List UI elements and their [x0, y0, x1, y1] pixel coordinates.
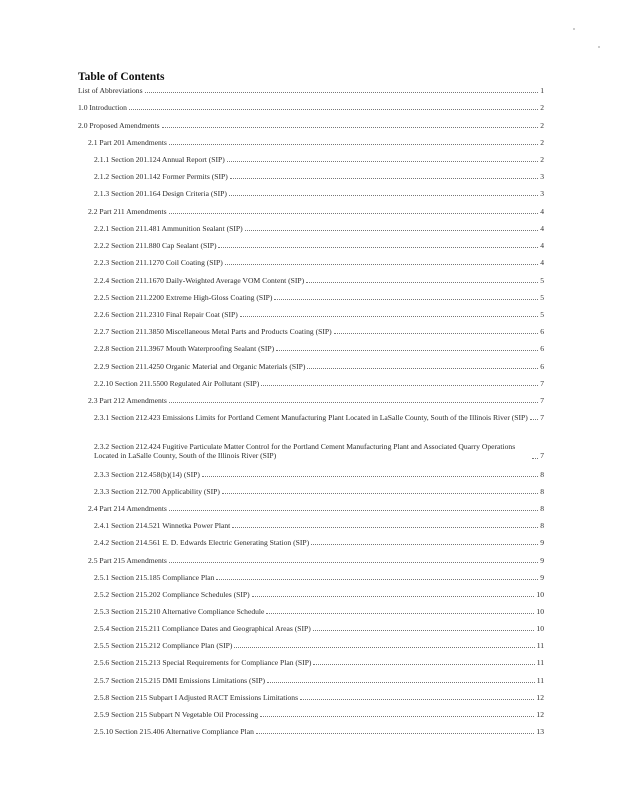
toc-page-number: 1 — [540, 86, 544, 95]
toc-entry[interactable] — [78, 121, 544, 130]
toc-page-number: 6 — [540, 362, 544, 371]
toc-entry-label: 2.2.2 Section 211.880 Cap Sealant (SIP) — [94, 241, 217, 250]
toc-page-number: 8 — [540, 487, 544, 496]
toc-entry[interactable] — [94, 442, 544, 461]
leader-dots — [218, 247, 538, 248]
toc-page-number: 9 — [540, 573, 544, 582]
leader-dots — [313, 664, 534, 665]
toc-entry-label: 2.4.2 Section 214.561 E. D. Edwards Electric Generating Station (SIP) — [94, 538, 310, 547]
leader-dots — [129, 109, 538, 110]
toc-entry-label: 2.3.3 Section 212.700 Applicability (SIP) — [94, 487, 220, 496]
toc-page-number: 4 — [540, 258, 544, 267]
toc-page-number: 2 — [540, 121, 544, 130]
toc-entry[interactable] — [94, 327, 544, 336]
toc-entry-label: 2.2.6 Section 211.2310 Final Repair Coat (SIP) — [94, 310, 238, 319]
toc-page-number: 10 — [536, 607, 544, 616]
toc-page-number: 4 — [540, 224, 544, 233]
toc-page-number: 4 — [540, 207, 544, 216]
toc-page-number: 2 — [540, 155, 544, 164]
scan-speck — [598, 46, 600, 48]
toc-entry[interactable] — [88, 207, 544, 216]
toc-entry-label: 2.2.1 Section 211.481 Ammunition Sealant (SIP) — [94, 224, 243, 233]
toc-page-number: 6 — [540, 344, 544, 353]
toc-page-number: 11 — [536, 641, 544, 650]
toc-page-number: 10 — [536, 624, 544, 633]
toc-entry-label: 2.2.7 Section 211.3850 Miscellaneous Metal Parts and Products Coating (SIP) — [94, 327, 332, 336]
leader-dots — [252, 596, 535, 597]
leader-dots — [311, 544, 538, 545]
toc-page-number: 12 — [536, 710, 544, 719]
toc-page-number: 7 — [540, 396, 544, 405]
toc-page-number: 6 — [540, 327, 544, 336]
leader-dots — [274, 299, 538, 300]
toc-entry[interactable] — [94, 293, 544, 302]
leader-dots — [162, 127, 539, 128]
toc-entry-label: 2.5.4 Section 215.211 Compliance Dates and Geographical Areas (SIP) — [94, 624, 311, 633]
toc-entry-label: 2.2 Part 211 Amendments — [88, 207, 167, 216]
leader-dots — [306, 282, 538, 283]
leader-dots — [229, 195, 538, 196]
toc-entry[interactable] — [94, 276, 544, 285]
toc-entry[interactable] — [94, 241, 544, 250]
toc-entry-label: 2.2.4 Section 211.1670 Daily-Weighted Average VOM Content (SIP) — [94, 276, 305, 285]
leader-dots — [530, 419, 538, 420]
toc-entry-label: 2.2.8 Section 211.3967 Mouth Waterproofing Sealant (SIP) — [94, 344, 275, 353]
toc-page-number: 11 — [536, 658, 544, 667]
toc-entry[interactable] — [88, 138, 544, 147]
toc-page-number: 8 — [540, 521, 544, 530]
leader-dots — [313, 630, 535, 631]
toc-entry-label: List of Abbreviations — [78, 86, 143, 95]
toc-entry[interactable] — [94, 189, 544, 198]
toc-page-number: 13 — [536, 727, 544, 736]
toc-page-number: 2 — [540, 103, 544, 112]
leader-dots — [266, 613, 534, 614]
toc-entry-label: 2.5.3 Section 215.210 Alternative Compliance Schedule — [94, 607, 265, 616]
toc-entry-label: 2.5.6 Section 215.213 Special Requirements for Compliance Plan (SIP) — [94, 658, 312, 667]
leader-dots — [169, 562, 538, 563]
toc-entry-label: 2.0 Proposed Amendments — [78, 121, 160, 130]
toc-page-number: 5 — [540, 310, 544, 319]
toc-entry[interactable] — [88, 396, 544, 405]
toc-entry[interactable] — [94, 590, 544, 599]
toc-entry[interactable] — [94, 521, 544, 530]
toc-entry[interactable] — [94, 727, 544, 736]
leader-dots — [225, 264, 538, 265]
leader-dots — [169, 213, 539, 214]
leader-dots — [234, 647, 534, 648]
toc-entry-label: 2.5.7 Section 215.215 DMI Emissions Limitations (SIP) — [94, 676, 266, 685]
toc-entry[interactable] — [94, 710, 544, 719]
toc-entry-label: 2.5.2 Section 215.202 Compliance Schedules (SIP) — [94, 590, 250, 599]
toc-entry-label: 2.1 Part 201 Amendments — [88, 138, 167, 147]
toc-entry-label: 2.3.2 Section 212.424 Fugitive Particulate Matter Control for the Portland Cement Manufacturing Plant and Associated Quarry Operations Located in LaSalle County, South of the Illinois River (SIP) — [94, 442, 516, 461]
toc-page-number: 3 — [540, 172, 544, 181]
toc-entry[interactable] — [94, 224, 544, 233]
toc-page-number: 3 — [540, 189, 544, 198]
leader-dots — [216, 579, 538, 580]
toc-entry[interactable] — [94, 258, 544, 267]
toc-page-number: 2 — [540, 138, 544, 147]
toc-entry-label: 2.5.8 Section 215 Subpart I Adjusted RACT Emissions Limitations — [94, 693, 299, 702]
toc-entry[interactable] — [78, 103, 544, 112]
toc-entry[interactable] — [94, 641, 544, 650]
toc-entry[interactable] — [94, 310, 544, 319]
toc-page-number: 5 — [540, 293, 544, 302]
toc-entry-label: 2.5.1 Section 215.185 Compliance Plan — [94, 573, 215, 582]
toc-entry-label: 2.1.1 Section 201.124 Annual Report (SIP) — [94, 155, 225, 164]
toc-page-number: 5 — [540, 276, 544, 285]
leader-dots — [256, 733, 535, 734]
toc-entry-label: 2.5.9 Section 215 Subpart N Vegetable Oil Processing — [94, 710, 259, 719]
toc-entry[interactable] — [94, 487, 544, 496]
toc-page-number: 7 — [540, 451, 544, 461]
toc-entry[interactable] — [94, 362, 544, 371]
leader-dots — [202, 476, 538, 477]
toc-entry-label: 2.5.5 Section 215.212 Compliance Plan (SIP) — [94, 641, 233, 650]
leader-dots — [227, 161, 538, 162]
toc-entry-label: 2.1.3 Section 201.164 Design Criteria (SIP) — [94, 189, 227, 198]
leader-dots — [169, 144, 538, 145]
leader-dots — [307, 368, 538, 369]
toc-entry-label: 2.2.10 Section 211.5500 Regulated Air Pollutant (SIP) — [94, 379, 260, 388]
toc-entry-label: 2.5 Part 215 Amendments — [88, 556, 167, 565]
toc-page-number: 7 — [540, 379, 544, 388]
toc-page-number: 8 — [540, 470, 544, 479]
toc-page-number: 9 — [540, 538, 544, 547]
toc-entry-label: 1.0 Introduction — [78, 103, 127, 112]
leader-dots — [145, 92, 539, 93]
leader-dots — [222, 493, 538, 494]
toc-entry-label: 2.4.1 Section 214.521 Winnetka Power Plant — [94, 521, 231, 530]
leader-dots — [169, 510, 538, 511]
toc-entry[interactable] — [94, 413, 544, 422]
toc-entry[interactable] — [94, 470, 544, 479]
leader-dots — [260, 716, 534, 717]
leader-dots — [267, 682, 535, 683]
toc-page-number: 10 — [536, 590, 544, 599]
toc-entry[interactable] — [94, 538, 544, 547]
toc-entry[interactable] — [94, 155, 544, 164]
leader-dots — [261, 385, 538, 386]
toc-entry-label: 2.5.10 Section 215.406 Alternative Compliance Plan — [94, 727, 254, 736]
toc-entry-label: 2.2.3 Section 211.1270 Coil Coating (SIP) — [94, 258, 223, 267]
leader-dots — [532, 458, 538, 459]
toc-entry-label: 2.3.3 Section 212.458(b)(14) (SIP) — [94, 470, 200, 479]
leader-dots — [245, 230, 539, 231]
toc-entry-label: 2.2.5 Section 211.2200 Extreme High-Gloss Coating (SIP) — [94, 293, 273, 302]
toc-title: Table of Contents — [78, 71, 165, 83]
toc-entry[interactable] — [94, 693, 544, 702]
toc-page-number: 11 — [536, 676, 544, 685]
toc-entry[interactable] — [88, 504, 544, 513]
leader-dots — [240, 316, 538, 317]
toc-entry[interactable] — [78, 86, 544, 95]
toc-entry[interactable] — [94, 607, 544, 616]
toc-page-number: 9 — [540, 556, 544, 565]
toc-entry-label: 2.2.9 Section 211.4250 Organic Material and Organic Materials (SIP) — [94, 362, 306, 371]
toc-entry-label: 2.3 Part 212 Amendments — [88, 396, 167, 405]
toc-entry[interactable] — [94, 379, 544, 388]
toc-entry-label: 2.4 Part 214 Amendments — [88, 504, 167, 513]
toc-page-number: 8 — [540, 504, 544, 513]
toc-entry-label: 2.1.2 Section 201.142 Former Permits (SIP) — [94, 172, 228, 181]
leader-dots — [300, 699, 534, 700]
leader-dots — [232, 527, 538, 528]
toc-entry[interactable] — [94, 676, 544, 685]
toc-page-number: 12 — [536, 693, 544, 702]
toc-page-number: 7 — [540, 413, 544, 422]
leader-dots — [230, 178, 538, 179]
toc-entry[interactable] — [94, 172, 544, 181]
toc-entry[interactable] — [94, 624, 544, 633]
leader-dots — [169, 402, 538, 403]
toc-entry-label: 2.3.1 Section 212.423 Emissions Limits for Portland Cement Manufacturing Plant Located in LaSalle County, South of the Illinois River (SIP) — [94, 413, 528, 422]
toc-entry[interactable] — [88, 556, 544, 565]
toc-entry[interactable] — [94, 658, 544, 667]
toc-entry[interactable] — [94, 344, 544, 353]
leader-dots — [334, 333, 539, 334]
scan-speck — [573, 28, 575, 30]
leader-dots — [276, 350, 538, 351]
toc-entry[interactable] — [94, 573, 544, 582]
toc-page-number: 4 — [540, 241, 544, 250]
